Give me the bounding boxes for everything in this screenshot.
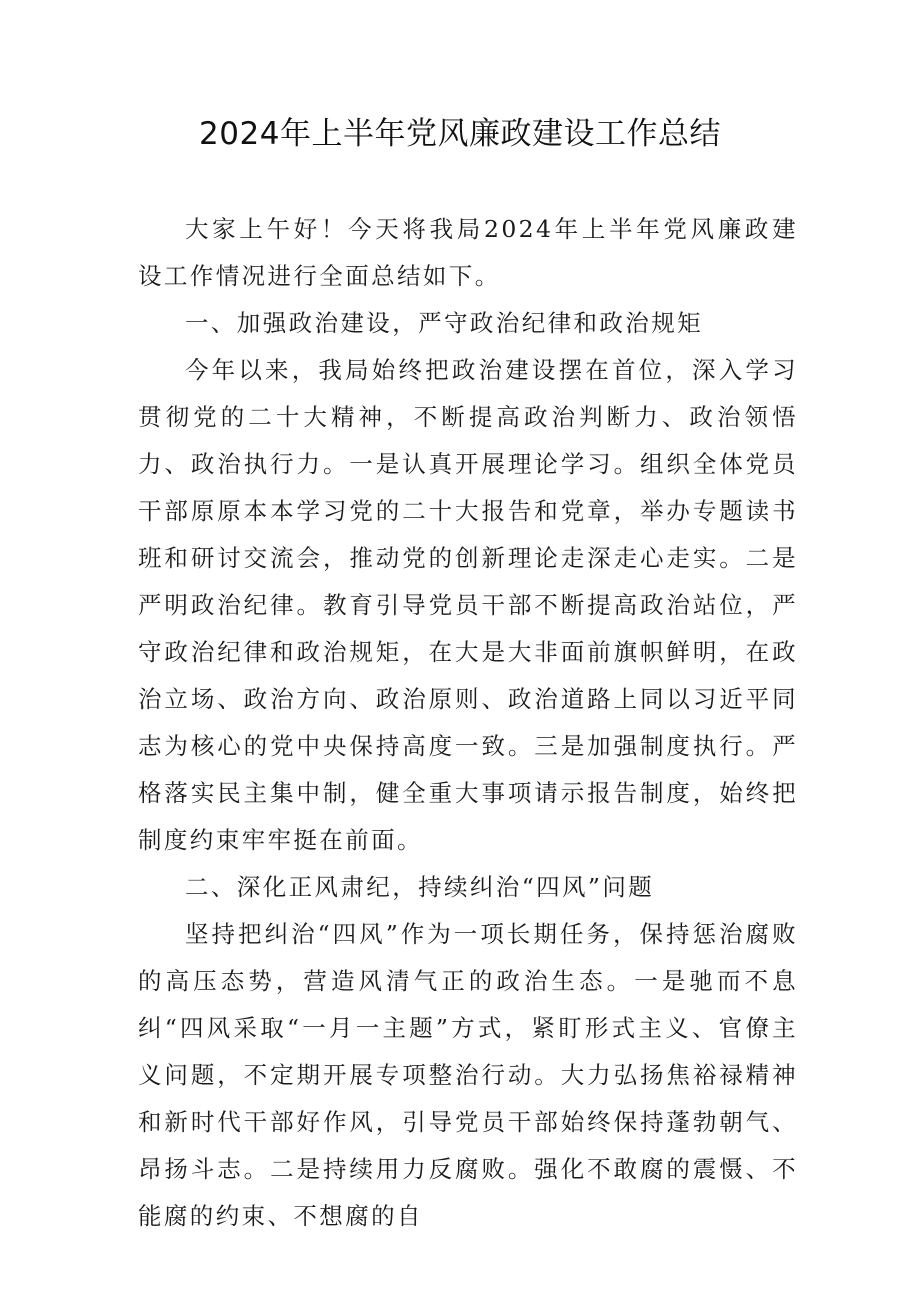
document-title: 2024年上半年党风廉政建设工作总结 xyxy=(199,116,721,152)
section-1-paragraph: 今年以来，我局始终把政治建设摆在首位，深入学习贯彻党的二十大精神，不断提高政治判断力、政治领悟力、政治执行力。一是认真开展理论学习。组织全体党员干部原原本本学习党的二十大报告和党章，举办专题读书班和研讨交流会，推动党的创新理论走深走心走实。二是严明政治纪律。教育引导党员干部不断提高政治站位，严守政治纪律和政治规矩，在大是大非面前旗帜鲜明，在政治立场、政治方向、政治原则、政治道路上同以习近平同志为核心的党中央保持高度一致。三是加强制度执行。严格落实民主集中制，健全重大事项请示报告制度，始终把制度约束牢牢挺在前面。 xyxy=(138,356,798,854)
intro-paragraph: 大家上午好！今天将我局2024年上半年党风廉政建设工作情况进行全面总结如下。 xyxy=(138,215,798,290)
section-1-heading: 一、加强政治建设，严守政治纪律和政治规矩 xyxy=(185,309,703,337)
section-2-heading: 二、深化正风肃纪，持续纠治“四风”问题 xyxy=(185,873,655,901)
document-body xyxy=(138,206,798,1240)
section-2-paragraph: 坚持把纠治“四风”作为一项长期任务，保持惩治腐败的高压态势，营造风清气正的政治生态。一是驰而不息纠“四风采取“一月一主题”方式，紧盯形式主义、官僚主义问题，不定期开展专项整治行动。大力弘扬焦裕禄精神和新时代干部好作风，引导党员干部始终保持蓬勃朝气、昂扬斗志。二是持续用力反腐败。强化不敢腐的震慑、不能腐的约束、不想腐的自 xyxy=(138,920,798,1230)
